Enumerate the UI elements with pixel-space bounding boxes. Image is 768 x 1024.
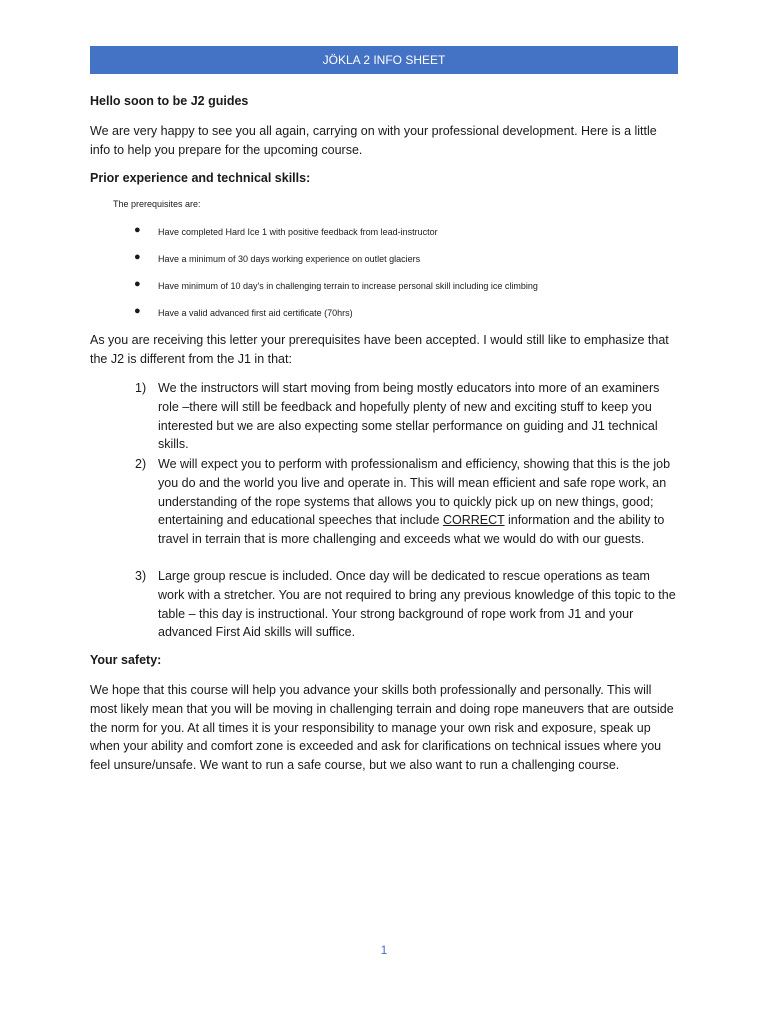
list-number: 1) [135,381,147,395]
list-item-text-part: information and the ability to travel in terrain that is more challenging and exceeds what we would do with our guests. [158,513,665,547]
accepted-paragraph: As you are receiving this letter your prerequisites have been accepted. I would still like to emphasize that the J2 is different from the J1 in that: [90,333,669,366]
list-number: 3) [135,569,147,583]
safety-paragraph: We hope that this course will help you advance your skills both professionally and personally. This will most likely mean that you will be moving in challenging terrain and doing rope maneuvers that are outside the norm for you. At all times it is your responsibility to manage your own risk and exposure, speak up when your ability and comfort zone is exceeded and ask for clarifications on technical issues where you feel unsure/unsafe. We want to run a safe course, but we also want to run a challenging course. [90,683,674,773]
list-item: Have minimum of 10 day's in challenging terrain to increase personal skill including ice climbing [158,281,538,291]
greeting-heading: Hello soon to be J2 guides [90,94,249,108]
title-banner [90,46,678,74]
document-title: JÖKLA 2 INFO SHEET [322,53,446,67]
prerequisites-intro: The prerequisites are: [113,199,201,209]
list-item: Have a valid advanced first aid certificate (70hrs) [158,308,353,318]
list-item-text: We the instructors will start moving from being mostly educators into more of an examiners role –there will still be feedback and hopefully plenty of new and exciting stuff to keep you interested but we are also expecting some stellar performance on guiding and J1 technical skills. [158,381,660,452]
intro-paragraph: We are very happy to see you all again, carrying on with your professional development. Here is a little info to help you prepare for the upcoming course. [90,124,657,157]
emphasis-correct: CORRECT [442,513,505,528]
prior-experience-heading: Prior experience and technical skills: [90,171,311,185]
list-item-text-part: We will expect you to perform with professionalism and efficiency, showing that this is the job you do and the world you live and operate in. This will mean efficient and safe rope work, an understanding of the rope systems that allows you to quickly pick up on new things, good; entertaining and educational speeches that include [158,457,671,528]
bullet-icon: ● [134,278,141,290]
bullet-icon: ● [134,305,141,317]
bullet-icon: ● [134,224,141,236]
list-item: Have a minimum of 30 days working experience on outlet glaciers [158,254,421,264]
bullet-icon: ● [134,251,141,263]
list-number: 2) [135,457,147,471]
page-number: 1 [380,943,388,957]
list-item: Have completed Hard Ice 1 with positive feedback from lead-instructor [158,227,438,237]
list-item-text: Large group rescue is included. Once day will be dedicated to rescue operations as team work with a stretcher. You are not required to bring any previous knowledge of this topic to the table – this day is instructional. Your strong background of rope work from J1 and your advanced First Aid skills will suffice. [158,569,676,640]
list-item-text [158,455,676,549]
safety-heading: Your safety: [90,653,162,667]
